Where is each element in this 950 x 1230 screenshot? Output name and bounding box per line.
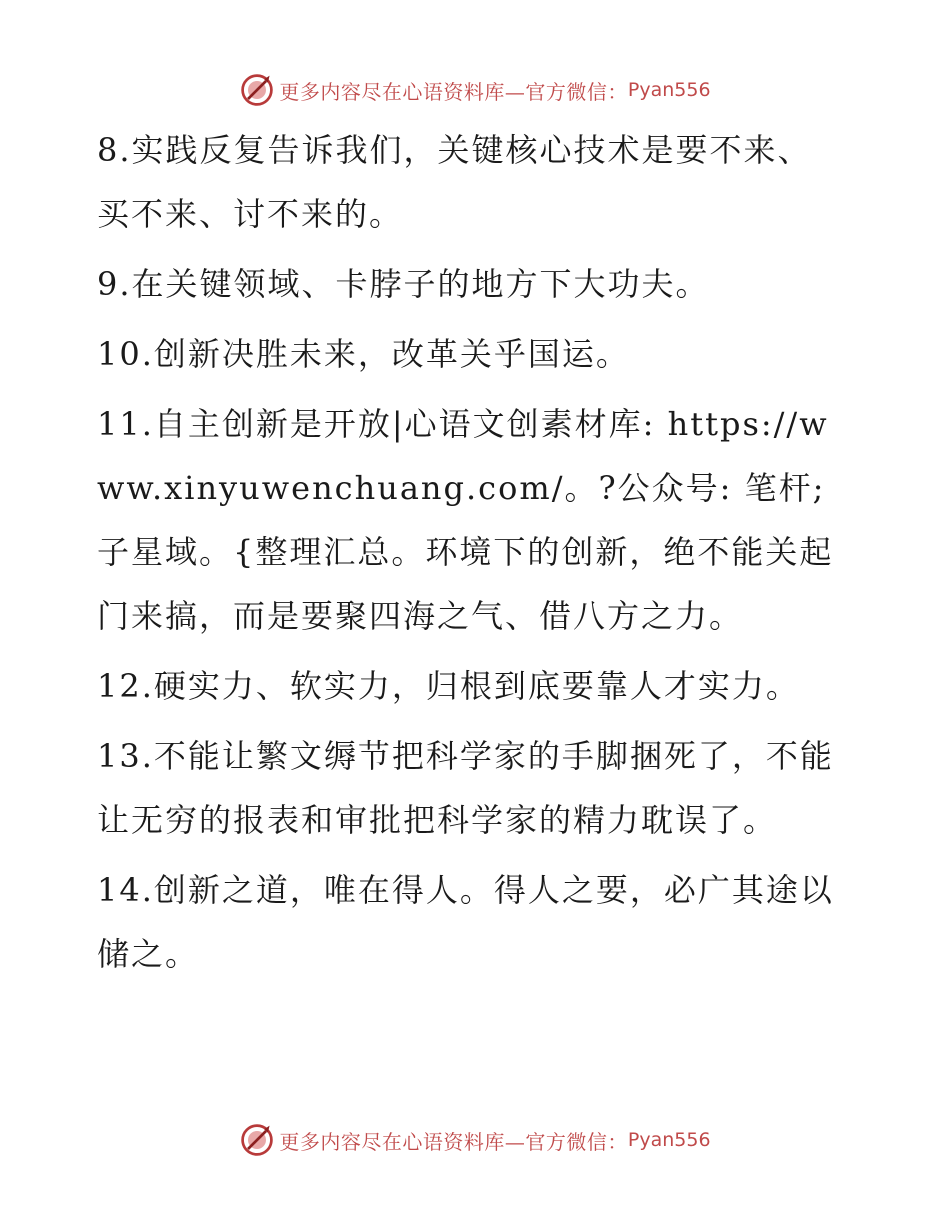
list-item: 9.在关键领域、卡脖子的地方下大功夫。 xyxy=(97,265,710,303)
footer-watermark xyxy=(0,1120,950,1160)
header-watermark-text: 更多内容尽在心语资料库—官方微信： xyxy=(279,79,628,104)
list-item: 11.自主创新是开放|心语文创素材库: https://www.xinyuwenchuang.com/。?公众号: 笔杆;子星域。{整理汇总。环境下的创新，绝不能关起门来搞，而是要聚四海之气、借八方之力。 xyxy=(97,405,834,635)
list-item: 8.实践反复告诉我们，关键核心技术是要不来、买不来、讨不来的。 xyxy=(97,131,812,233)
list-item: 12.硬实力、软实力，归根到底要靠人才实力。 xyxy=(97,667,800,705)
seal-icon xyxy=(239,72,275,108)
header-watermark-wechat: Pyan556 xyxy=(627,79,711,101)
footer-watermark-wechat: Pyan556 xyxy=(627,1129,711,1151)
list-item: 13.不能让繁文缛节把科学家的手脚捆死了，不能让无穷的报表和审批把科学家的精力耽误了。 xyxy=(97,737,834,839)
document-body xyxy=(97,118,842,992)
footer-watermark-text: 更多内容尽在心语资料库—官方微信： xyxy=(279,1129,628,1154)
seal-icon xyxy=(239,1122,275,1158)
header-watermark xyxy=(0,70,950,110)
list-item: 14.创新之道，唯在得人。得人之要，必广其途以储之。 xyxy=(97,871,834,973)
list-item: 10.创新决胜未来，改革关乎国运。 xyxy=(97,335,630,373)
